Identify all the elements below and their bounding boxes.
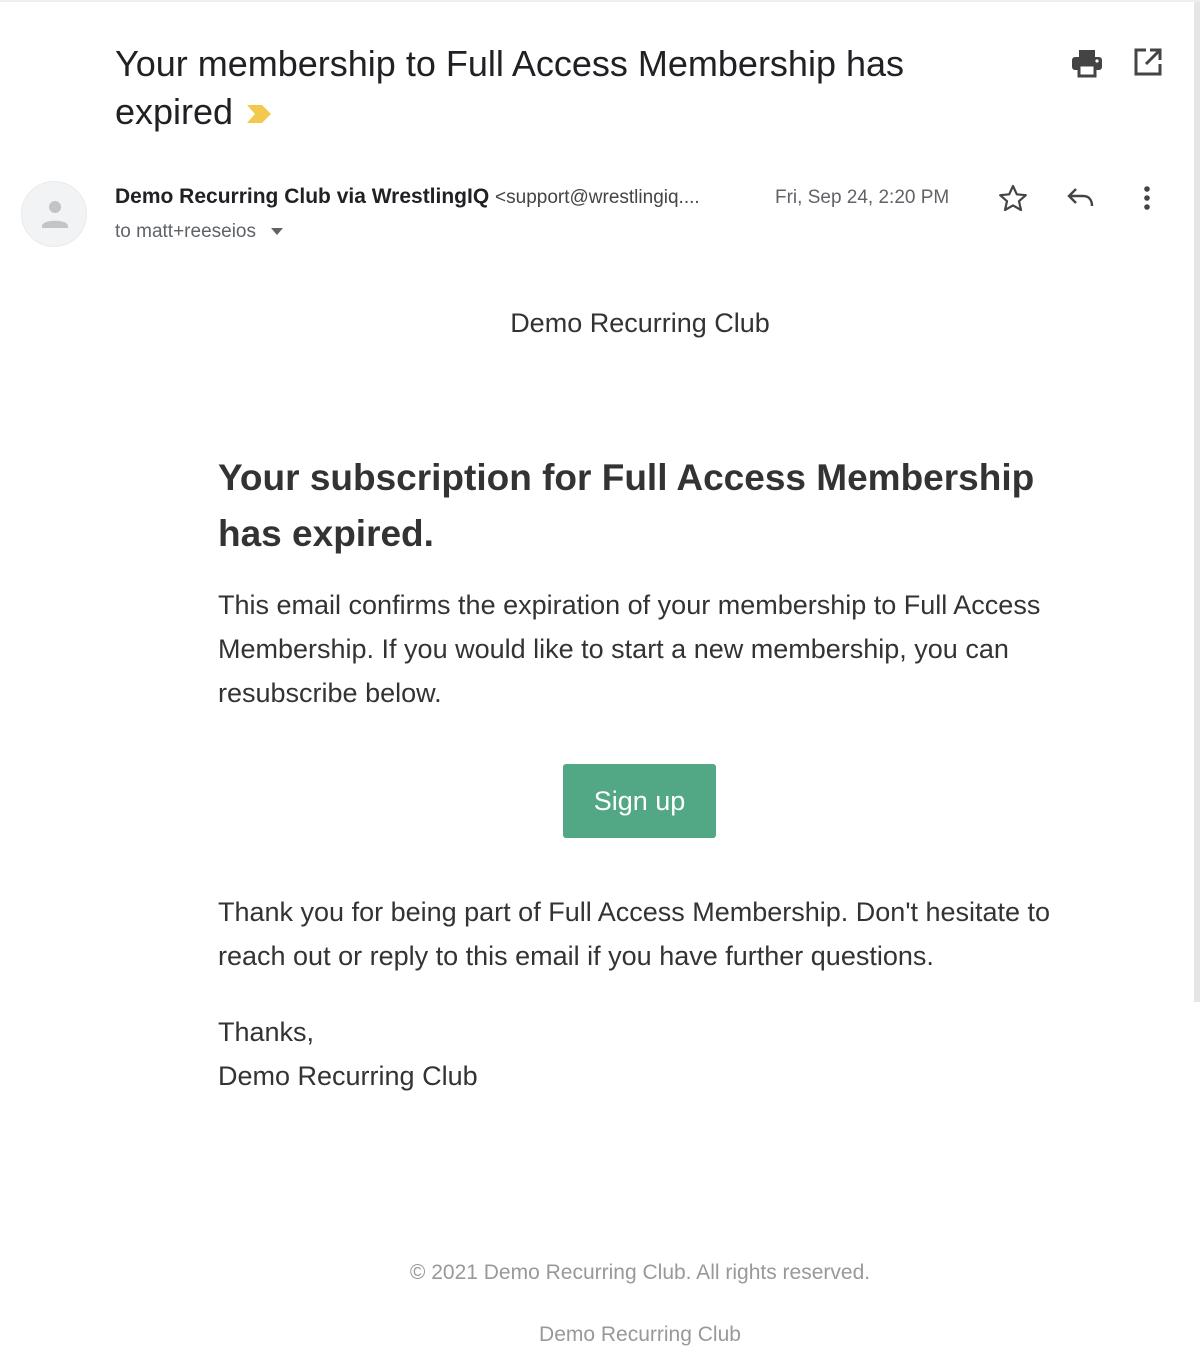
copyright: © 2021 Demo Recurring Club. All rights reserved. <box>409 1261 871 1284</box>
important-marker-icon[interactable] <box>247 103 273 125</box>
email-heading: Your subscription for Full Access Membership has expired. <box>218 457 1035 554</box>
sign-up-button[interactable]: Sign up <box>563 764 716 838</box>
sign-off: Thanks, <box>218 1017 315 1047</box>
scrollbar[interactable] <box>1194 2 1200 1002</box>
email-subject: Your membership to Full Access Membership has expired <box>115 43 905 132</box>
signature: Demo Recurring Club <box>218 1061 478 1091</box>
email-date: Fri, Sep 24, 2:20 PM <box>775 187 950 208</box>
footer-club-name: Demo Recurring Club <box>539 1323 741 1346</box>
body-paragraph: This email confirms the expiration of your membership to Full Access Membership. If you would like to start a new membership, you can resubscribe below. <box>218 590 1041 708</box>
print-icon[interactable] <box>1071 48 1103 78</box>
sender <box>115 185 700 209</box>
sender-name: Demo Recurring Club via WrestlingIQ <box>115 185 490 208</box>
avatar <box>21 181 87 247</box>
recipients-toggle[interactable]: to matt+reeseios <box>115 221 283 243</box>
more-options-icon[interactable] <box>1140 185 1154 213</box>
club-name-header: Demo Recurring Club <box>510 308 770 338</box>
caret-down-icon <box>271 228 283 235</box>
body-paragraph: Thank you for being part of Full Access Membership. Don't hesitate to reach out or reply to this email if you have further questions. <box>218 897 1051 971</box>
star-icon[interactable] <box>998 184 1028 212</box>
sender-email: <support@wrestlingiq.... <box>495 187 700 208</box>
person-icon <box>22 182 86 246</box>
reply-icon[interactable] <box>1066 186 1096 210</box>
open-in-new-window-icon[interactable] <box>1134 48 1162 76</box>
